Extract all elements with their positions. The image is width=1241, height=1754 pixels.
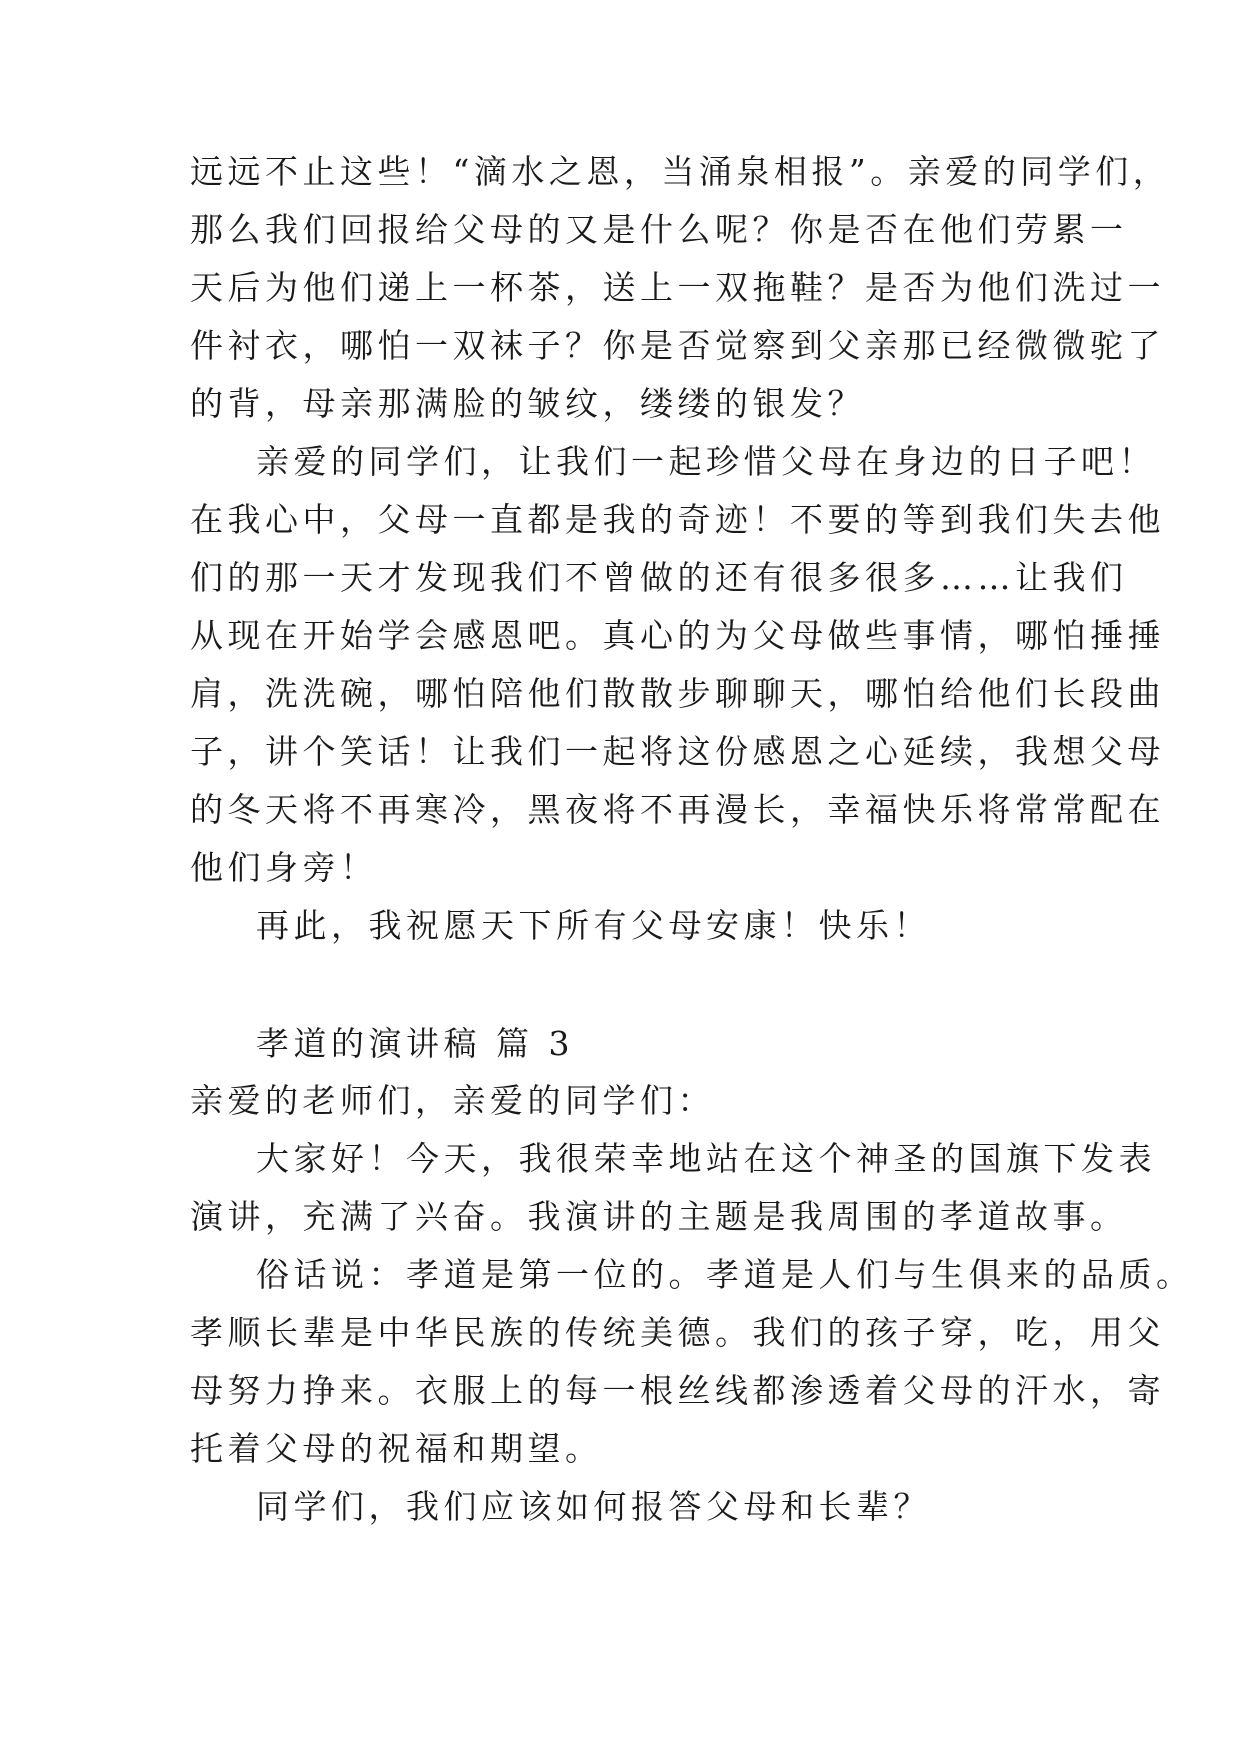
text-line: 子，讲个笑话！让我们一起将这份感恩之心延续，我想父母 (190, 732, 1165, 771)
text-line: 演讲，充满了兴奋。我演讲的主题是我周围的孝道故事。 (190, 1197, 1128, 1236)
text-line: 在我心中，父母一直都是我的奇迹！不要的等到我们失去他 (190, 500, 1165, 539)
text-line: 件衬衣，哪怕一双袜子？你是否觉察到父亲那已经微微驼了 (190, 326, 1165, 365)
text-line: 孝顺长辈是中华民族的传统美德。我们的孩子穿，吃，用父 (190, 1313, 1165, 1352)
text-line: 同学们，我们应该如何报答父母和长辈？ (256, 1487, 931, 1526)
text-line: 他们身旁！ (190, 848, 378, 887)
salutation: 亲爱的老师们，亲爱的同学们： (190, 1081, 715, 1120)
text-line: 母努力挣来。衣服上的每一根丝线都渗透着父母的汗水，寄 (190, 1371, 1165, 1410)
text-line: 那么我们回报给父母的又是什么呢？你是否在他们劳累一 (190, 210, 1128, 249)
text-line: 大家好！今天，我很荣幸地站在这个神圣的国旗下发表 (256, 1139, 1156, 1178)
text-line: 的冬天将不再寒冷，黑夜将不再漫长，幸福快乐将常常配在 (190, 790, 1165, 829)
text-line: 们的那一天才发现我们不曾做的还有很多很多……让我们 (190, 558, 1128, 597)
text-line: 远远不止这些！“滴水之恩，当涌泉相报”。亲爱的同学们， (190, 152, 1171, 191)
text-line: 托着父母的祝福和期望。 (190, 1429, 603, 1468)
text-line: 天后为他们递上一杯茶，送上一双拖鞋？是否为他们洗过一 (190, 268, 1165, 307)
text-line: 肩，洗洗碗，哪怕陪他们散散步聊聊天，哪怕给他们长段曲 (190, 674, 1165, 713)
section-heading: 孝道的演讲稿 篇 3 (256, 1024, 574, 1063)
text-line: 从现在开始学会感恩吧。真心的为父母做些事情，哪怕捶捶 (190, 616, 1165, 655)
text-line: 的背，母亲那满脸的皱纹，缕缕的银发？ (190, 384, 865, 423)
text-line: 俗话说：孝道是第一位的。孝道是人们与生俱来的品质。 (256, 1255, 1194, 1294)
text-line: 再此，我祝愿天下所有父母安康！快乐！ (256, 906, 931, 945)
text-line: 亲爱的同学们，让我们一起珍惜父母在身边的日子吧！ (256, 442, 1156, 481)
